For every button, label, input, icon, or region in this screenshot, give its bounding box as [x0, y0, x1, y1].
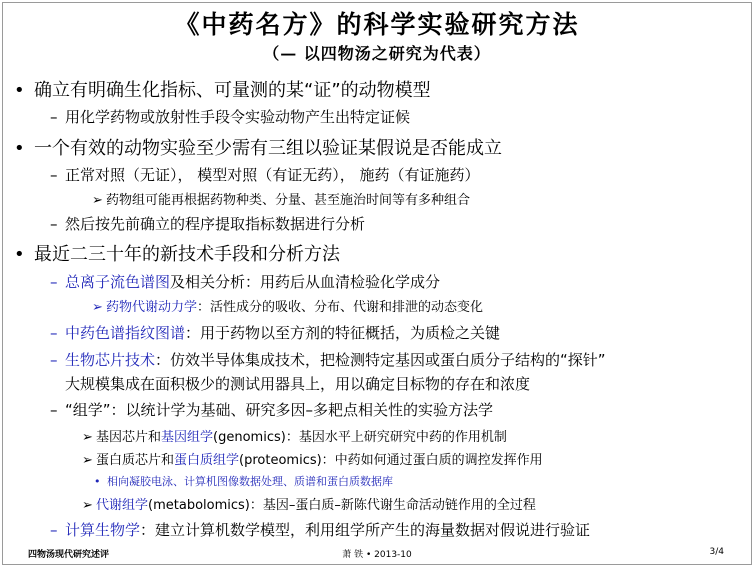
bullet-marker: • — [14, 138, 25, 159]
bullet-marker: • — [14, 80, 25, 101]
bullet-marker: • — [94, 475, 101, 488]
term-genomics: 基因组学 — [161, 430, 214, 445]
proteomics-prefix: 蛋白质芯片和 — [96, 453, 175, 468]
dash-marker: – — [50, 401, 58, 419]
term-chromatographic-fingerprint: 中药色谱指纹图谱 — [65, 324, 186, 342]
sub-item-biochip-continued: 大规模集成在面积极少的测试用器具上，用以确定目标物的存在和浓度 — [65, 375, 531, 393]
bullet-marker: • — [14, 244, 25, 265]
sub-item-text: ：仿效半导体集成技术，把检测特定基因或蛋白质分子结构的“探针” — [155, 351, 606, 369]
bullet-text: 最近二三十年的新技术手段和分析方法 — [34, 244, 340, 265]
bullet-animal-model — [14, 76, 431, 102]
sub-item-computational-biology — [50, 519, 590, 540]
proteomics-detail — [94, 473, 393, 489]
sub-sub-item-text: ：活性成分的吸收、分布、代谢和排泄的动态变化 — [197, 300, 484, 315]
sub-item-text: ：用于药物以至方剂的特征概括，为质检之关键 — [185, 324, 501, 342]
sub-item-text: 用化学药物或放射性手段令实验动物产生出特定证候 — [65, 108, 411, 126]
bullet-text: 确立有明确生化指标、可量测的某“证”的动物模型 — [34, 80, 431, 101]
arrow-marker: ➢ — [92, 193, 103, 208]
term-computational-biology: 计算生物学 — [65, 521, 141, 539]
sub-item-chemical-means — [50, 106, 410, 127]
genomics-prefix: 基因芯片和 — [96, 430, 162, 445]
sub-item-ion-chromatogram — [50, 271, 440, 292]
term-pharmacokinetics: 药物代谢动力学 — [106, 300, 198, 315]
proteomics-detail-text: 相向凝胶电泳、计算机图像数据处理、质谱和蛋白质数据库 — [107, 475, 393, 488]
dash-marker: – — [50, 324, 58, 342]
bullet-text: 一个有效的动物实验至少需有三组以验证某假说是否能成立 — [34, 138, 502, 159]
metabolomics-text: (metabolomics)：基因–蛋白质–新陈代谢生命活动链作用的全过程 — [148, 498, 536, 513]
bullet-three-groups — [14, 134, 502, 160]
sub-item-text: 及相关分析：用药后从血清检验化学成分 — [170, 273, 441, 291]
footer-author-date: 萧 铁 • 2013-10 — [342, 550, 412, 560]
bullet-new-techniques — [14, 240, 340, 266]
footer-left: 四物汤现代研究述评 — [28, 550, 110, 560]
sub-item-text: ：建立计算机数学模型，利用组学所产生的海量数据对假说进行验证 — [140, 521, 591, 539]
sub-item-text: 正常对照（无证）， 模型对照（有证无药）， 施药（有证施药） — [65, 166, 480, 184]
page-number: 3/4 — [709, 547, 724, 557]
dash-marker: – — [50, 273, 58, 291]
dash-marker: – — [50, 215, 58, 233]
sub-sub-item-text: 药物组可能再根据药物种类、分量、甚至施治时间等有多种组合 — [106, 193, 471, 208]
term-metabolomics: 代谢组学 — [96, 498, 149, 513]
slide-subtitle: （— 以四物汤之研究为代表） — [263, 44, 491, 63]
arrow-marker: ➢ — [82, 430, 93, 445]
slide-title: 《中药名方》的科学实验研究方法 — [174, 10, 580, 39]
term-biochip: 生物芯片技术 — [65, 351, 156, 369]
arrow-marker: ➢ — [82, 453, 93, 468]
sub-sub-item-drug-groups — [92, 189, 470, 208]
sub-sub-item-pharmacokinetics — [92, 296, 483, 315]
dash-marker: – — [50, 521, 58, 539]
arrow-marker: ➢ — [82, 498, 93, 513]
sub-item-biochip — [50, 349, 606, 370]
sub-item-text: 然后按先前确立的程序提取指标数据进行分析 — [65, 215, 366, 233]
dash-marker: – — [50, 108, 58, 126]
dash-marker: – — [50, 351, 58, 369]
dash-marker: – — [50, 166, 58, 184]
genomics-text: (genomics)：基因水平上研究研究中药的作用机制 — [213, 430, 507, 445]
sub-item-control-groups — [50, 164, 480, 185]
term-proteomics: 蛋白质组学 — [174, 453, 240, 468]
sub-item-text: “组学”：以统计学为基础、研究多因–多耙点相关性的实验方法学 — [65, 401, 494, 419]
arrow-marker: ➢ — [92, 300, 103, 315]
sub-sub-item-metabolomics — [82, 494, 536, 513]
sub-sub-item-genomics — [82, 426, 507, 445]
sub-item-extract-data — [50, 213, 365, 234]
sub-item-omics — [50, 399, 493, 420]
term-total-ion-chromatogram: 总离子流色谱图 — [65, 273, 171, 291]
sub-sub-item-proteomics — [82, 449, 543, 468]
proteomics-text: (proteomics)：中药如何通过蛋白质的调控发挥作用 — [239, 453, 543, 468]
sub-item-fingerprint — [50, 322, 500, 343]
